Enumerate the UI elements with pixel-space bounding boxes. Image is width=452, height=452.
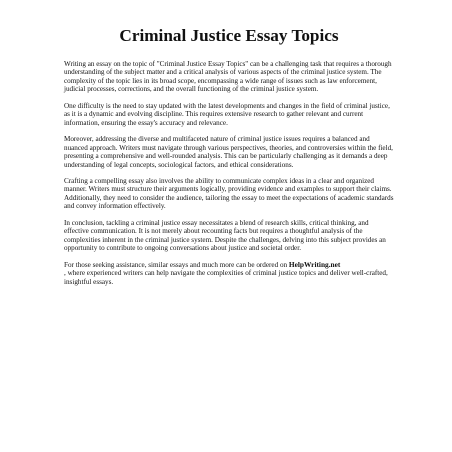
paragraph-intro: Writing an essay on the topic of "Criminal Justice Essay Topics" can be a challenging task that requires a thorough understanding of the subject matter and a critical analysis of various aspects of the criminal justice system. The complexity of the topic lies in its broad scope, encompassing a wide range of issues such as law enforcement, judicial processes, corrections, and the overall functioning of the criminal justice system. bbox=[64, 60, 392, 94]
closing-text-after: , where experienced writers can help navigate the complexities of criminal justice topics and deliver well-crafted, insightful essays. bbox=[64, 269, 388, 286]
paragraph-difficulty: One difficulty is the need to stay updated with the latest developments and changes in the field of criminal justice, as it is a dynamic and evolving discipline. This requires extensive research to gather relevant and current information, ensuring the essay's accuracy and relevance. bbox=[64, 101, 390, 127]
paragraph-moreover: Moreover, addressing the diverse and multifaceted nature of criminal justice issues requires a balanced and nuanced approach. Writers must navigate through various perspectives, theories, and controversies within the field, presenting a comprehensive and well-rounded analysis. This can be particularly challenging as it demands a deep understanding of legal concepts, sociological factors, and ethical considerations. bbox=[64, 135, 393, 169]
closing-text-before: For those seeking assistance, similar essays and much more can be ordered on bbox=[64, 260, 289, 269]
document-title: Criminal Justice Essay Topics bbox=[119, 26, 339, 45]
paragraph-conclusion: In conclusion, tackling a criminal justice essay necessitates a blend of research skills, critical thinking, and effective communication. It is not merely about recounting facts but requires a thoughtful analysis of the complexities inherent in the criminal justice system. Despite the challenges, delving into this subject provides an opportunity to contribute to ongoing conversations about justice and societal order. bbox=[64, 218, 386, 253]
brand-link-text: HelpWriting.net bbox=[288, 259, 341, 269]
paragraph-closing bbox=[64, 261, 394, 286]
paragraph-crafting: Crafting a compelling essay also involves the ability to communicate complex ideas in a clear and organized manner. Writers must structure their arguments logically, providing evidence and examples to support their claims. Additionally, they need to consider the audience, tailoring the essay to meet the expectations of academic standards and convey information effectively. bbox=[64, 176, 394, 211]
document-page bbox=[64, 26, 394, 286]
